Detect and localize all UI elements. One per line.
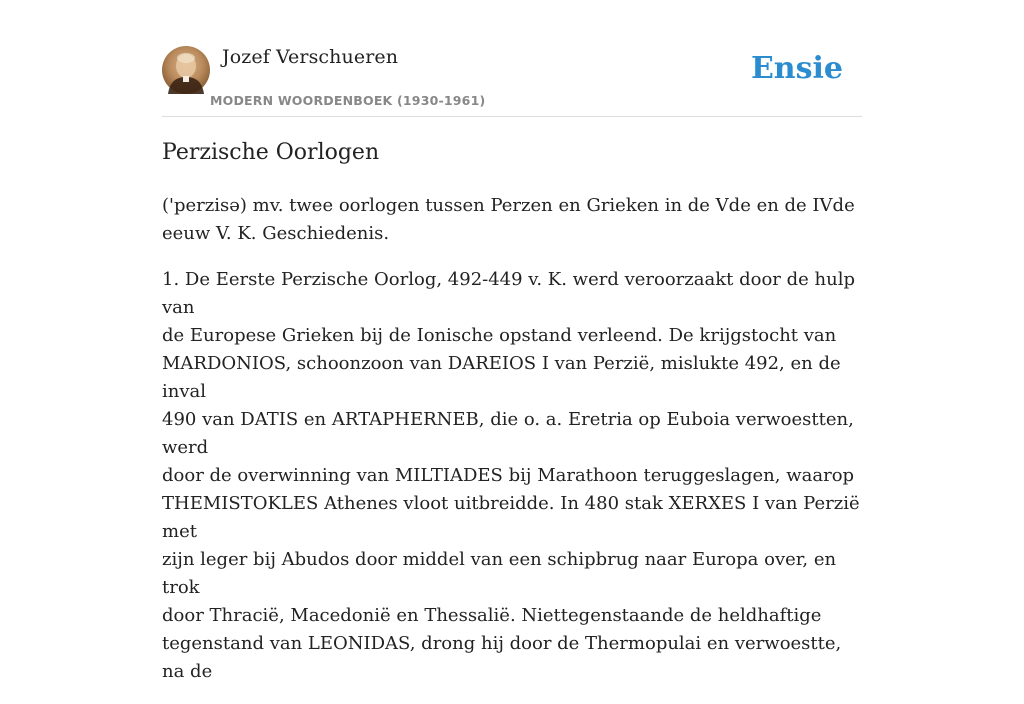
author-name[interactable]: Jozef Verschueren [222, 46, 399, 68]
header [162, 44, 862, 117]
entry-body [162, 192, 862, 704]
entry-title: Perzische Oorlogen [162, 140, 380, 165]
source-dictionary[interactable]: MODERN WOORDENBOEK (1930-1961) [210, 93, 486, 108]
author-avatar[interactable] [162, 46, 210, 94]
site-logo[interactable]: Ensie [750, 51, 843, 86]
entry-paragraph-definition: ('perzisə) mv. twee oorlogen tussen Perzen en Grieken in de Vde en de IVde eeuw V. K. Geschiedenis. [162, 195, 855, 244]
portrait-image [162, 46, 210, 94]
entry-paragraph-history: 1. De Eerste Perzische Oorlog, 492-449 v. K. werd veroorzaakt door de hulp van de Europese Grieken bij de Ionische opstand verleend. De krijgstocht van MARDONIOS, schoonzoon van DAREIOS I van Perzië, mislukte 492, en de inval 490 van DATIS en ARTAPHERNEB, die o. a. Eretria op Euboia verwoestten, werd door de overwinning van MILTIADES bij Marathoon teruggeslagen, waarop THEMISTOKLES Athenes vloot uitbreidde. In 480 stak XERXES I van Perzië met zijn leger bij Abudos door middel van een schipbrug naar Europa over, en trok door Thracië, Macedonië en Thessalië. Niettegenstaande de heldhaftige tegenstand van LEONIDAS, drong hij door de Thermopulai en verwoestte, na de [162, 269, 860, 682]
